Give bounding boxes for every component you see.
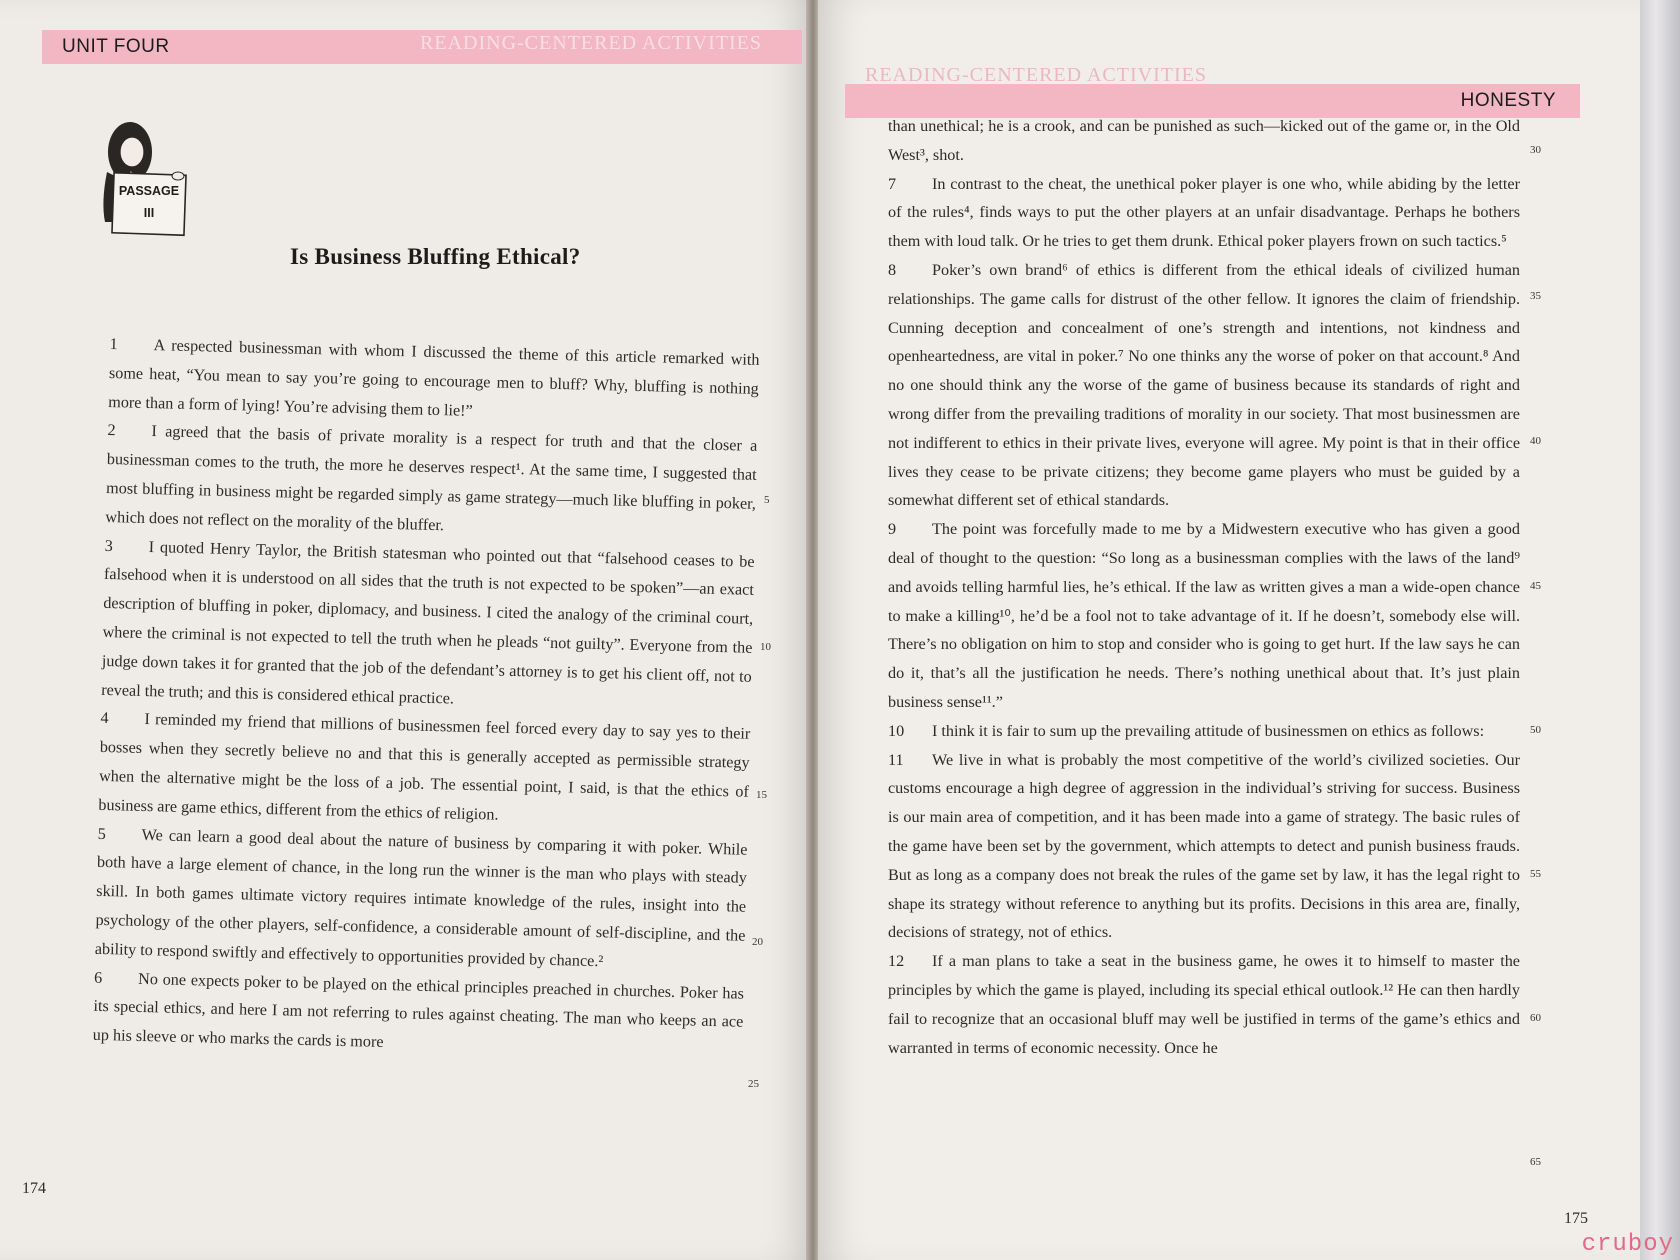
paragraph-number: 6 bbox=[93, 968, 103, 987]
line-number: 50 bbox=[1530, 724, 1541, 736]
line-number: 20 bbox=[752, 936, 763, 948]
passage-label: PASSAGE bbox=[118, 184, 180, 198]
left-text-column bbox=[92, 330, 759, 1066]
line-number: 15 bbox=[756, 789, 767, 801]
paragraph-number: 7 bbox=[888, 174, 897, 193]
paragraph-text: I agreed that the basis of private morality is a respect for truth and that the closer a businessman comes to the truth, the more he deserves respect¹. At the same time, I suggested that most bluffing in business might be regarded simply as game strategy—much like bluffing in poker, which does not reflect on the morality of the bluffer. bbox=[105, 422, 758, 534]
line-number: 5 bbox=[764, 494, 770, 506]
page-number-right: 175 bbox=[1564, 1210, 1588, 1227]
paragraph-text: I think it is fair to sum up the prevailing attitude of businessmen on ethics as follows: bbox=[932, 721, 1485, 740]
girl-holding-sign-icon bbox=[85, 112, 195, 244]
left-header-band bbox=[42, 30, 802, 64]
line-number: 40 bbox=[1530, 435, 1541, 447]
paragraph-number: 12 bbox=[888, 952, 905, 971]
paragraph bbox=[888, 515, 1520, 717]
paragraph bbox=[98, 704, 751, 835]
right-page bbox=[818, 0, 1640, 1260]
line-number: 60 bbox=[1530, 1012, 1541, 1024]
paragraph bbox=[105, 416, 758, 547]
paragraph-text: Poker’s own brand⁶ of ethics is different from the ethical ideals of civilized human relationships. The game calls for distrust of the other fellow. It ignores the claim of friendship. Cunning deception and concealment of one’s strength and intentions, not kindness and openheartedness, are vital in poker.⁷ No one thinks any the worse of poker on that account.⁸ And no one should think any the worse of the game of business because its standards of right and wrong differ from the prevailing traditions of morality in our society. That most businessmen are not indifferent to ethics in their private lives, everyone will agree. My point is that in their office lives they cease to be private citizens; they become game players who must be guided by a somewhat different set of ethical standards. bbox=[888, 260, 1520, 510]
paragraph-number: 10 bbox=[888, 721, 905, 740]
paragraph-number: 4 bbox=[100, 709, 109, 728]
paragraph bbox=[888, 947, 1520, 1062]
page-stack-edge bbox=[1640, 0, 1680, 1260]
paragraph-number: 8 bbox=[888, 260, 897, 279]
paragraph bbox=[95, 819, 748, 979]
paragraph-text: than unethical; he is a crook, and can be punished as such—kicked out of the game or, in the Old West³, shot. bbox=[888, 117, 1520, 164]
paragraph-number: 9 bbox=[888, 520, 897, 539]
paragraph bbox=[92, 963, 744, 1065]
line-number: 45 bbox=[1530, 580, 1541, 592]
paragraph bbox=[888, 256, 1520, 515]
paragraph bbox=[888, 170, 1520, 256]
paragraph-text: We can learn a good deal about the nature of business by comparing it with poker. While both have a large element of chance, in the long run the winner is the man who plays with steady skill. In both games ultimate victory requires intimate knowledge of the rules, insight into the psychology of the other players, self-confidence, a considerable amount of self-discipline, and the ability to respond swiftly and effectively to opportunities provided by chance.² bbox=[94, 825, 748, 970]
paragraph bbox=[888, 746, 1520, 948]
right-text-column bbox=[888, 112, 1520, 1062]
paragraph-number: 5 bbox=[97, 824, 107, 843]
paragraph-text: I reminded my friend that millions of businessmen feel forced every day to say yes to their bosses when they secretly believe no and that this is generally accepted as permissible strategy when the alternative might be the loss of a job. The essential point, I said, is that the ethics of business are game ethics, different from the ethics of religion. bbox=[98, 710, 751, 824]
unit-label: UNIT FOUR bbox=[62, 36, 170, 57]
paragraph-text: The point was forcefully made to me by a Midwestern executive who has given a good deal of thought to the question: “So long as a businessman complies with the laws of the land⁹ and avoids telling harmful lies, he’s ethical. If the law as written gives a man a wide-open chance to make a killing¹⁰, he’d be a fool not to take advantage of it. If he doesn’t, somebody else will. There’s no obligation on him to stop and consider who is going to get hurt. If the law says he can do it, that’s all the justification he needs. There’s nothing unethical about that. It’s just plain business sense¹¹.” bbox=[888, 520, 1520, 711]
page-number-left: 174 bbox=[22, 1180, 46, 1197]
paragraph-text: I quoted Henry Taylor, the British statesman who pointed out that “falsehood ceases to be falsehood when it is understood on all sides that the truth is not expected to be spoken”—an exact description of bluffing in poker, diplomacy, and business. I cited the analogy of the criminal court, where the criminal is not expected to tell the truth when he pleads “not guilty”. Everyone from the judge down takes it for granted that the job of the defendant’s attorney is to get his client off, not to reveal the truth; and this is considered ethical practice. bbox=[100, 537, 755, 708]
paragraph bbox=[101, 532, 755, 721]
line-number: 65 bbox=[1530, 1156, 1541, 1168]
right-band-ghost-text: READING-CENTERED ACTIVITIES bbox=[865, 64, 1207, 86]
line-number: 35 bbox=[1530, 290, 1541, 302]
paragraph-number: 11 bbox=[888, 750, 904, 769]
paragraph-text: No one expects poker to be played on the ethical principles preached in churches. Poker has its special ethics, and here I am not referring to rules against cheating. The man who keeps an ace up his sleeve or who marks the cards is more bbox=[92, 969, 745, 1052]
paragraph bbox=[108, 330, 760, 432]
paragraph-text: If a man plans to take a seat in the business game, he owes it to himself to master the principles by which the game is played, including its special ethical outlook.¹² He can then hardly fail to recognize that an occasional bluff may well be justified in terms of the game’s ethics and warranted in terms of economic necessity. Once he bbox=[888, 952, 1520, 1057]
left-page bbox=[0, 0, 812, 1260]
paragraph-number: 3 bbox=[104, 536, 114, 555]
line-number: 30 bbox=[1530, 144, 1541, 156]
paragraph-text: In contrast to the cheat, the unethical poker player is one who, while abiding by the letter of the rules⁴, finds ways to put the other players at an unfair disadvantage. Perhaps he bothers them with loud talk. Or he tries to get them drunk. Ethical poker players frown on such tactics.⁵ bbox=[888, 174, 1520, 251]
section-label: HONESTY bbox=[1460, 90, 1556, 111]
paragraph-text: A respected businessman with whom I discussed the theme of this article remarked with some heat, “You mean to say you’re going to encourage men to bluff? Why, bluffing is nothing more than a form of lying! You’re advising them to lie!” bbox=[108, 336, 760, 420]
paragraph-number: 1 bbox=[109, 334, 118, 354]
paragraph-number: 2 bbox=[107, 421, 116, 440]
article-title: Is Business Bluffing Ethical? bbox=[290, 244, 581, 269]
line-number: 25 bbox=[748, 1078, 759, 1090]
passage-illustration bbox=[85, 112, 195, 244]
paragraph bbox=[888, 717, 1520, 746]
paragraph-text: We live in what is probably the most competitive of the world’s civilized societies. Our customs encourage a high degree of aggression in the individual’s striving for success. Business is our main area of competition, and it has been made into a game of strategy. The basic rules of the game have been set by the government, which attempts to detect and punish business frauds. But as long as a company does not break the rules of the game set by law, it has the legal right to shape its strategy without reference to anything but its profits. Decisions in this area are, finally, decisions of strategy, not of ethics. bbox=[888, 750, 1520, 942]
paragraph bbox=[888, 112, 1520, 170]
passage-number: III bbox=[143, 206, 155, 220]
left-band-ghost-text: READING-CENTERED ACTIVITIES bbox=[420, 32, 762, 54]
line-number: 10 bbox=[760, 641, 771, 653]
watermark: cruboy bbox=[1581, 1231, 1674, 1258]
line-number: 55 bbox=[1530, 868, 1541, 880]
